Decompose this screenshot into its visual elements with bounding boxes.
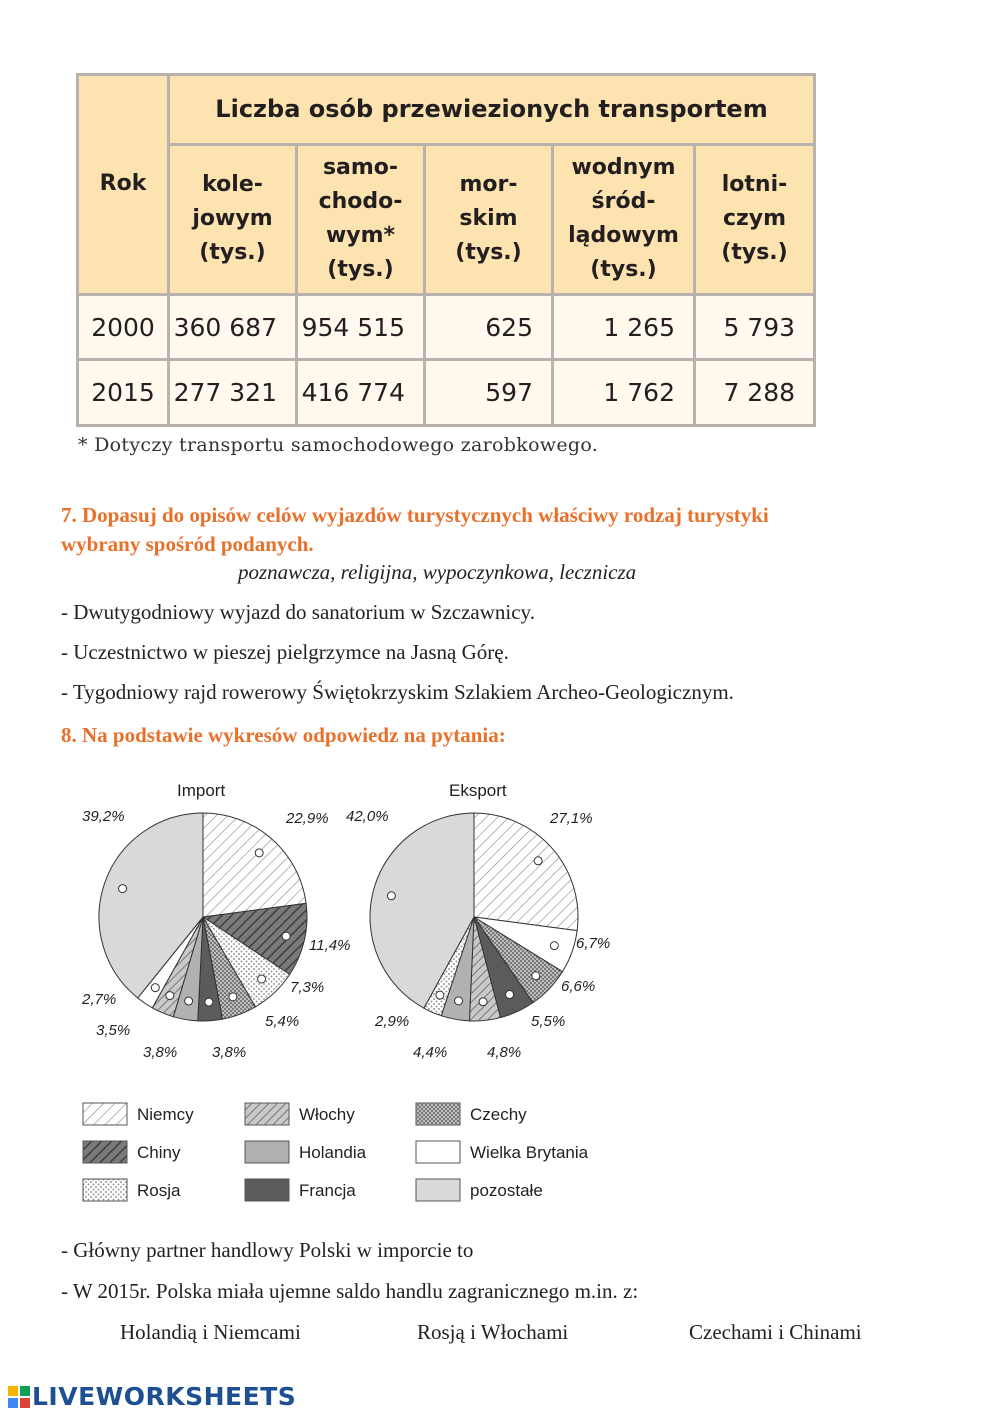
cell-value: 277 321 (169, 360, 297, 426)
header-samochodowym: samo- chodo- wym* (tys.) (297, 144, 425, 294)
pie-marker (205, 998, 213, 1006)
cell-value: 360 687 (169, 294, 297, 360)
header-kolejowym: kole- jowym (tys.) (169, 144, 297, 294)
header-main: Liczba osób przewiezionych transportem (169, 75, 815, 145)
pie-label: 22,9% (286, 810, 329, 827)
pie-label: 4,8% (487, 1044, 522, 1061)
pie-marker (255, 849, 263, 857)
pie-label: 3,8% (143, 1044, 178, 1061)
pie-label: 6,6% (561, 978, 596, 995)
header-rok: Rok (78, 75, 169, 295)
pie-label: 6,7% (576, 935, 611, 952)
chart-title-import: Import (177, 781, 226, 800)
question-7-item: - Uczestnictwo w pieszej pielgrzymce na Jasną Górę. (61, 640, 509, 664)
cell-value: 1 265 (553, 294, 695, 360)
transport-table (76, 73, 816, 427)
pie-marker (479, 998, 487, 1006)
pie-label: 39,2% (82, 808, 125, 825)
question-8-item: - Główny partner handlowy Polski w imporcie to (61, 1238, 474, 1262)
logo-icon (8, 1386, 30, 1408)
pie-marker (455, 997, 463, 1005)
header-srodladowym: wodnym śród- lądowym (tys.) (553, 144, 695, 294)
answer-option[interactable]: Holandią i Niemcami (120, 1320, 301, 1344)
pie-slice (474, 813, 578, 931)
liveworksheets-logo: LIVEWORKSHEETS (8, 1382, 296, 1411)
pie-marker (532, 972, 540, 980)
cell-value: 954 515 (297, 294, 425, 360)
cell-value: 625 (425, 294, 553, 360)
cell-value: 1 762 (553, 360, 695, 426)
answer-option[interactable]: Rosją i Włochami (417, 1320, 569, 1344)
pie-marker (506, 991, 514, 999)
table-row (78, 294, 815, 360)
header-morskim: mor- skim (tys.) (425, 144, 553, 294)
table-footnote: * Dotyczy transportu samochodowego zarobkowego. (78, 434, 599, 456)
pie-slice (203, 813, 306, 917)
pie-label: 3,5% (96, 1022, 131, 1039)
pie-marker (166, 992, 174, 1000)
pie-marker (436, 991, 444, 999)
pie-label: 4,4% (413, 1044, 448, 1061)
pie-marker (151, 984, 159, 992)
pie-eksport (370, 813, 578, 1021)
question-7-item: - Tygodniowy rajd rowerowy Świętokrzyskim Szlakiem Archeo-Geologicznym. (61, 680, 734, 704)
question-7-item: - Dwutygodniowy wyjazd do sanatorium w Szczawnicy. (61, 600, 535, 624)
pie-marker (534, 857, 542, 865)
question-8-item: - W 2015r. Polska miała ujemne saldo handlu zagranicznego m.in. z: (61, 1279, 639, 1303)
pie-label: 2,9% (375, 1013, 410, 1030)
cell-value: 5 793 (695, 294, 815, 360)
table-row (78, 360, 815, 426)
question-7-title: 7. Dopasuj do opisów celów wyjazdów turystycznych właściwy rodzaj turystyki wybrany spośród podanych. (61, 503, 769, 556)
pie-label: 2,7% (82, 991, 117, 1008)
pie-marker (282, 932, 290, 940)
pie-marker (119, 885, 127, 893)
pie-marker (229, 993, 237, 1001)
cell-value: 416 774 (297, 360, 425, 426)
question-8-title: 8. Na podstawie wykresów odpowiedz na pytania: (61, 723, 506, 747)
cell-year: 2015 (78, 360, 169, 426)
pie-label: 7,3% (290, 979, 325, 996)
cell-value: 597 (425, 360, 553, 426)
header-lotniczym: lotni- czym (tys.) (695, 144, 815, 294)
cell-year: 2000 (78, 294, 169, 360)
pie-import (99, 813, 307, 1021)
pie-label: 5,5% (531, 1013, 566, 1030)
pie-marker (258, 975, 266, 983)
pie-marker (185, 997, 193, 1005)
question-7-options: poznawcza, religijna, wypoczynkowa, lecznicza (238, 560, 637, 584)
answer-option[interactable]: Czechami i Chinami (689, 1320, 862, 1344)
pie-marker (387, 892, 395, 900)
pie-label: 27,1% (550, 810, 593, 827)
pie-label: 5,4% (265, 1013, 300, 1030)
pie-label: 11,4% (309, 937, 351, 954)
pie-marker (550, 942, 558, 950)
chart-title-eksport: Eksport (449, 781, 507, 800)
pie-label: 3,8% (212, 1044, 247, 1061)
pie-label: 42,0% (346, 808, 389, 825)
cell-value: 7 288 (695, 360, 815, 426)
